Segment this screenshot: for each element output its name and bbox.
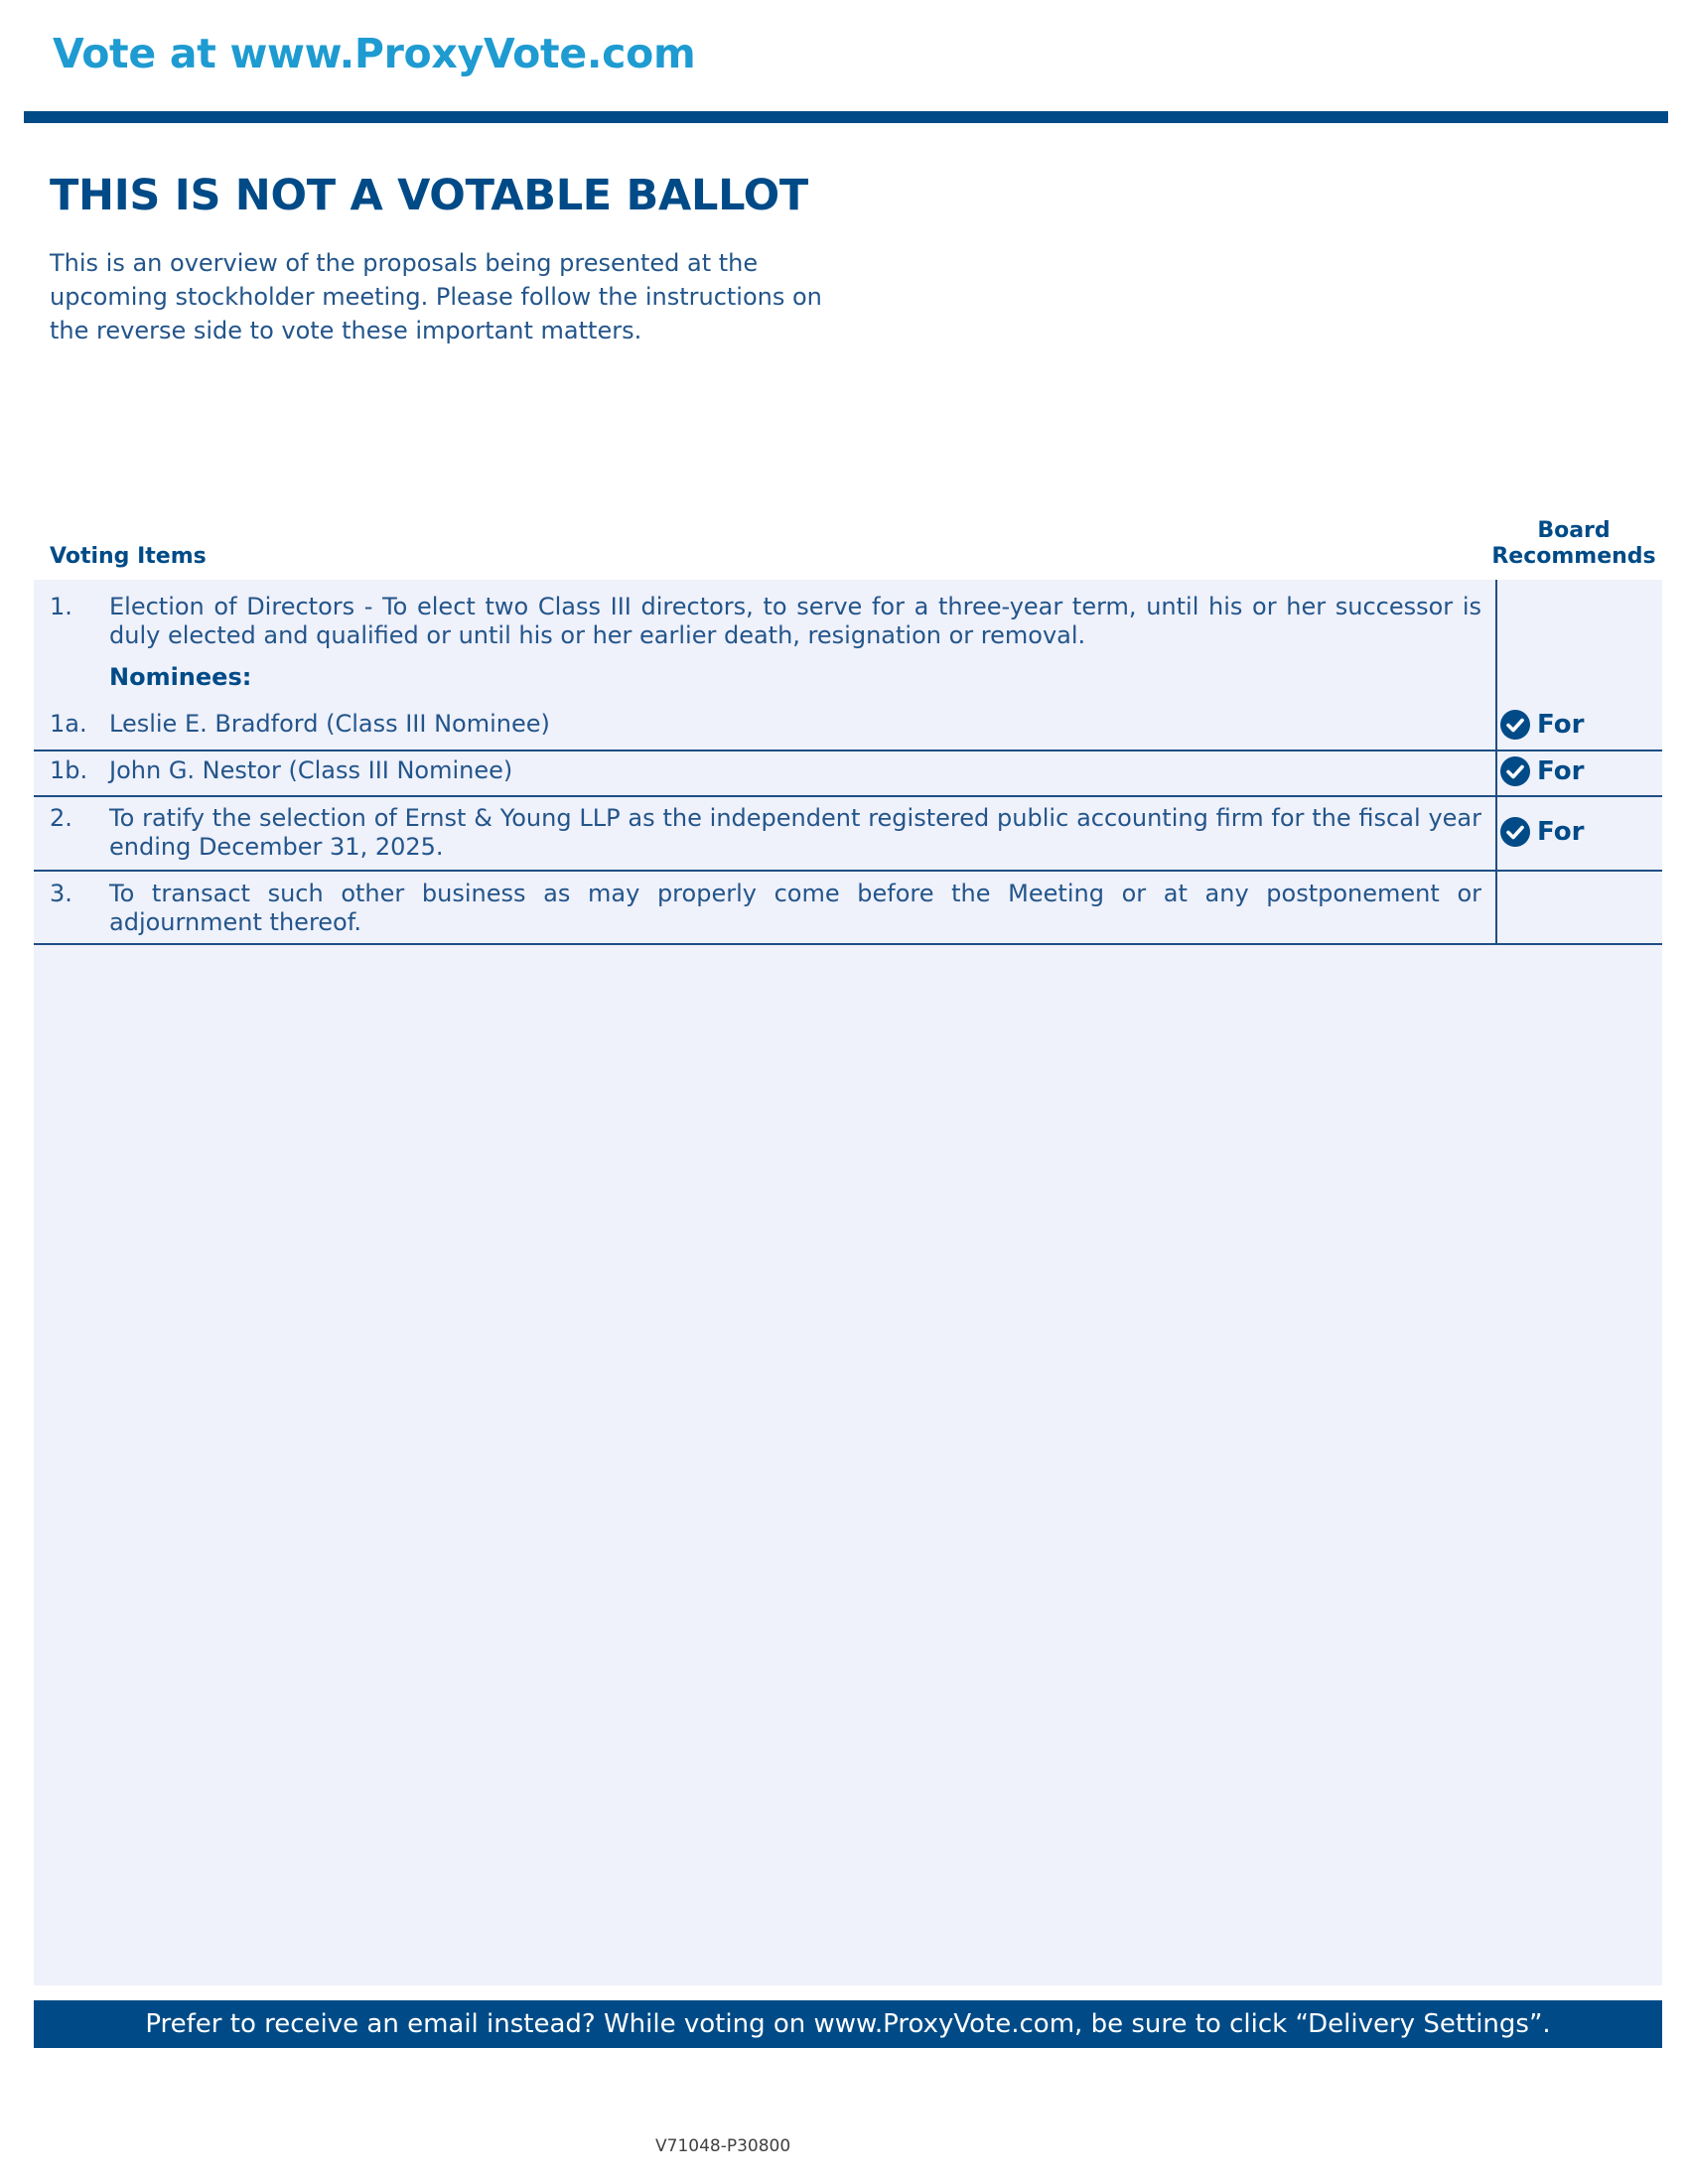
recommendation-1a [1499,710,1584,740]
item-text: To ratify the selection of Ernst & Young LLP as the independent registered public accounting firm for the fiscal year ending December 31, 2025. [109,804,1481,861]
check-circle-icon [1499,816,1531,848]
page-title: THIS IS NOT A VOTABLE BALLOT [50,171,808,220]
recommendation-2 [1499,817,1584,847]
row-divider [34,943,1662,945]
recommendation-label: For [1537,756,1585,786]
check-circle-icon [1499,709,1531,741]
item-number: 2. [50,804,72,832]
document-code: V71048-P30800 [655,2136,791,2156]
voting-items-panel [34,580,1662,1985]
row-divider [34,750,1662,751]
item-number: 1b. [50,756,88,784]
vote-link[interactable]: Vote at www.ProxyVote.com [53,30,696,77]
recommendation-label: For [1537,817,1585,847]
item-number: 1. [50,593,72,620]
column-divider [1495,580,1497,944]
item-text: Election of Directors - To elect two Class III directors, to serve for a three-year term, until his or her successor is duly elected and qualified or until his or her earlier death, resignation or removal. [109,593,1481,649]
item-text: Leslie E. Bradford (Class III Nominee) [109,710,550,738]
board-recommends-header: Board Recommends [1491,518,1656,569]
item-text: John G. Nestor (Class III Nominee) [109,756,513,784]
item-text: To transact such other business as may properly come before the Meeting or at any postponement or adjournment thereof. [109,880,1481,936]
recommendation-1b [1499,756,1584,786]
check-circle-icon [1499,755,1531,787]
recommendation-label: For [1537,710,1585,740]
item-number: 3. [50,880,72,907]
nominees-label: Nominees: [109,663,252,691]
voting-items-header: Voting Items [50,544,207,569]
header-rule [24,111,1668,123]
item-number: 1a. [50,710,87,738]
row-divider [34,795,1662,797]
row-divider [34,870,1662,872]
intro-text: This is an overview of the proposals being presented at the upcoming stockholder meeting. Please follow the instructions on the reverse side to vote these important matters. [50,249,822,344]
delivery-settings-banner: Prefer to receive an email instead? While voting on www.ProxyVote.com, be sure to click “Delivery Settings”. [34,2000,1662,2048]
